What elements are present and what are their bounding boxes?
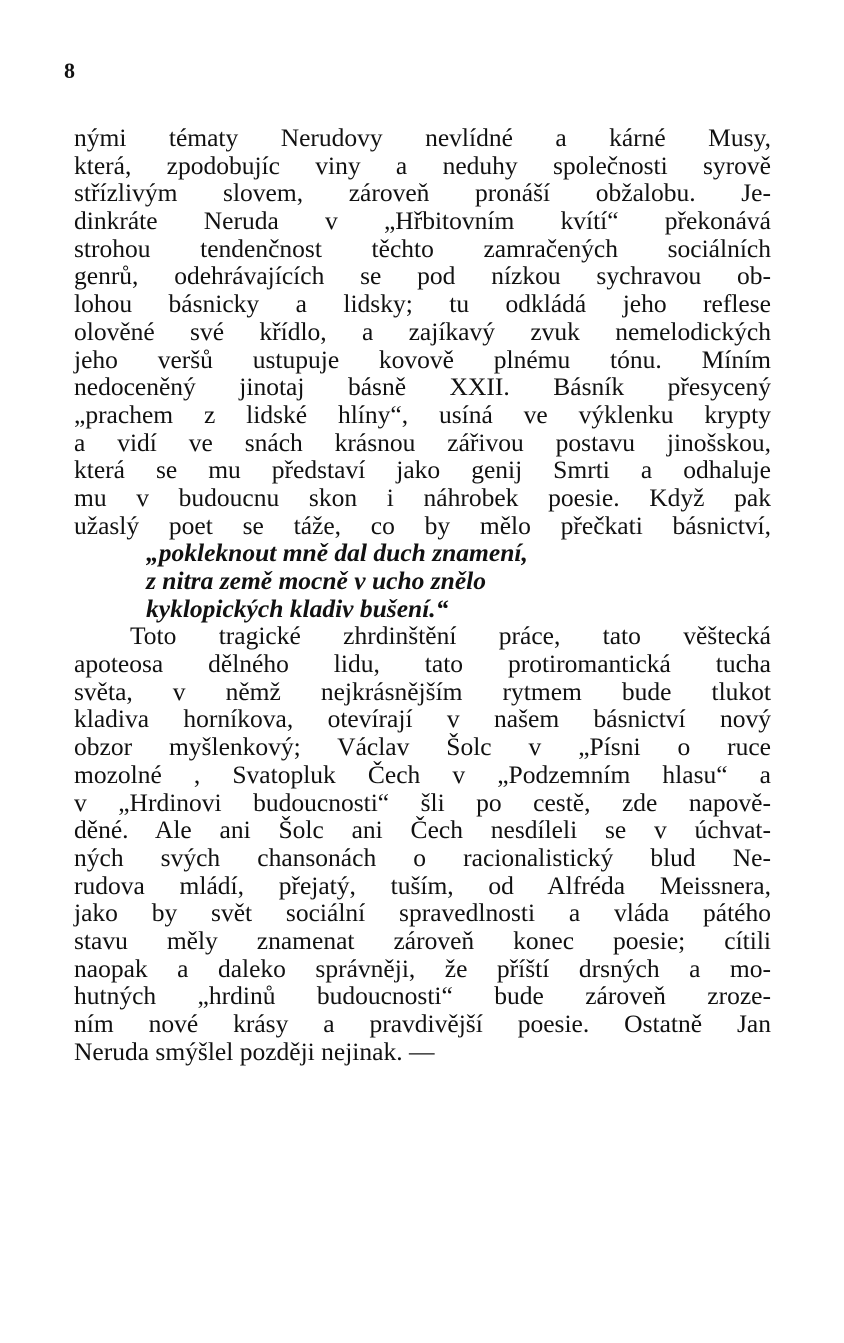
text-line: strohou tendenčnost těchto zamračených sociálních: [74, 233, 771, 263]
text-line: genrů, odehrávajících se pod nízkou sychravou ob-: [74, 261, 771, 291]
text-line: naopak a daleko správněji, že příští drsných a mo-: [74, 953, 771, 983]
text-line: ním nové krásy a pravdivější poesie. Ostatně Jan: [74, 1009, 771, 1038]
text-line: která se mu představí jako genij Smrti a odhaluje: [74, 455, 771, 485]
page-number: 8: [64, 58, 75, 83]
body-text: [74, 124, 771, 1065]
text-line: mozolné , Svatopluk Čech v „Podzemním hlasu“ a: [74, 759, 771, 789]
text-line: „prachem z lidské hlíny“, usíná ve výklenku krypty: [74, 399, 771, 429]
text-line: dinkráte Neruda v „Hřbitovním kvítí“ překonává: [74, 206, 771, 236]
text-line: užaslý poet se táže, co by mělo přečkati básnictví,: [74, 510, 771, 540]
text-line: kladiva horníkova, otevírají v našem básnictví nový: [74, 704, 771, 734]
text-line: která, zpodobujíc viny a neduhy společnosti syrově: [74, 150, 771, 180]
text-line: jako by svět sociální spravedlnosti a vláda pátého: [74, 898, 771, 928]
text-line: rudova mládí, přejatý, tuším, od Alfréda Meissnera,: [74, 870, 771, 900]
verse-line: z nitra země mocně v ucho znělo: [146, 566, 487, 595]
text-line: obzor myšlenkový; Václav Šolc v „Písni o ruce: [74, 732, 771, 762]
text-line: Neruda smýšlel později nejinak. —: [74, 1036, 435, 1066]
text-line: apoteosa dělného lidu, tato protiromantická tucha: [74, 649, 771, 679]
text-line: olověné své křídlo, a zajíkavý zvuk nemelodických: [74, 316, 771, 346]
text-line: nedoceněný jinotaj básně XXII. Básník přesycený: [74, 372, 771, 402]
verse-line: kyklopických kladiv bušení.“: [146, 593, 449, 623]
text-line: hutných „hrdinů budoucnosti“ bude zároveň zroze-: [74, 981, 771, 1011]
text-line: jeho veršů ustupuje kovově plnému tónu. Míním: [74, 344, 771, 374]
text-line: v „Hrdinovi budoucnosti“ šli po cestě, zde napově-: [74, 787, 771, 817]
text-line: lohou básnicky a lidsky; tu odkládá jeho reflese: [74, 289, 771, 319]
text-line: děné. Ale ani Šolc ani Čech nesdíleli se v úchvat-: [74, 815, 771, 845]
text-line: světa, v němž nejkrásnějším rytmem bude tlukot: [74, 676, 771, 706]
text-line: a vidí ve snách krásnou zářivou postavu jinošskou,: [74, 427, 771, 457]
text-line: Toto tragické zhrdinštění práce, tato věštecká: [130, 621, 771, 651]
text-line: mu v budoucnu skon i náhrobek poesie. Když pak: [74, 482, 771, 512]
text-line: stavu měly znamenat zároveň konec poesie; cítili: [74, 925, 771, 955]
text-line: nými tématy Nerudovy nevlídné a kárné Musy,: [74, 123, 771, 152]
text-line: ných svých chansonách o racionalistický blud Ne-: [74, 842, 771, 872]
verse-line: „pokleknout mně dal duch znamení,: [146, 538, 528, 568]
text-line: střízlivým slovem, zároveň pronáší obžalobu. Je-: [74, 178, 771, 208]
